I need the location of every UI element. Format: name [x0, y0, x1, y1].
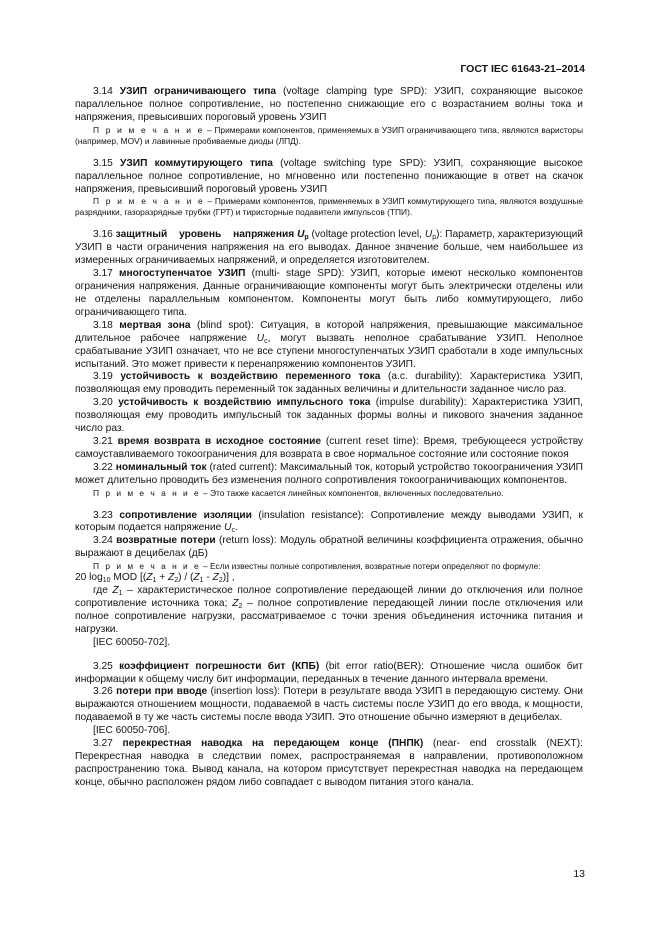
definition-text: Перекрестная наводка в следствии помех, распространяемая в направлении, противоположном распространению тока. Вывод канала, на котором присутствует перекрестная наводка на передающем конце, обычно расположен рядом либо совпадает с выводом питания этого канала.	[75, 750, 583, 788]
formula-symbol: Z	[193, 572, 200, 584]
note-3-24	[75, 561, 583, 572]
clause-number: 3.26	[93, 686, 113, 698]
definition-3-24	[75, 535, 583, 561]
english-term: (blind spot):	[190, 319, 261, 331]
clause-number: 3.24	[93, 535, 113, 547]
definition-3-17	[75, 268, 583, 320]
symbol-subscript: c	[264, 337, 268, 345]
term: устойчивость к воздействию переменного тока	[120, 371, 381, 383]
definition-3-27	[75, 738, 583, 790]
where-text: – полное сопротивление передающей линии после отключения или полное сопротивление нагрузки, рассматриваемое с точки зрения объединения источника питания и нагрузки.	[75, 598, 583, 635]
term: устойчивость к воздействию импульсного тока	[118, 397, 371, 409]
symbol: U	[224, 522, 232, 534]
reference-iec-60050-706: [IEC 60050-706].	[93, 725, 171, 737]
definition-text: Время, требующееся устройству самоуставливаемого токоограничения для возврата в свое нормальное состояние или состояние покоя	[75, 435, 583, 460]
clause-number: 3.22	[93, 461, 113, 473]
definition-text: Максимальный ток, который устройство токоограничения УЗИП может длительно проводить без изменения полного сопротивления токоограничивающих компонентов.	[75, 461, 583, 486]
clause-number: 3.18	[93, 319, 113, 331]
english-term: (rated current):	[206, 461, 280, 473]
term: потери при вводе	[116, 686, 208, 698]
english-term: (a.c. durability):	[380, 371, 470, 383]
clause-number: 3.19	[93, 371, 113, 383]
english-term: (bit error ratio(BER):	[319, 660, 431, 672]
definition-3-19	[75, 371, 583, 397]
definition-text: УЗИП, которые имеют несколько компонентов ограничения напряжения. Данные ограничивающие компоненты могут быть электрически отделены или не отделены параллельным компонентом. Компоненты могут быть либо коммутирующего, либо ограничивающего типа.	[75, 268, 583, 318]
term: номинальный ток	[115, 461, 207, 473]
formula-subscript: 2	[218, 577, 223, 585]
term: перекрестная наводка на передающем конце (ПНПК)	[122, 738, 424, 750]
definition-text: Сопротивление между выводами УЗИП, к которым подается напряжение	[75, 509, 583, 534]
formula-symbol: Z	[146, 572, 153, 584]
note-label: П р и м е ч а н и е	[93, 487, 201, 498]
definition-text: УЗИП, сохраняющие высокое параллельное полное сопротивление, но мгновенно или постепенно понижающие в ответ на скачок напряжения, превысивший пороговый уровень УЗИП	[75, 157, 583, 195]
english-term-end: ):	[436, 229, 446, 241]
note-label: П р и м е ч а н и е	[93, 124, 205, 135]
formula-part: MOD [(	[110, 572, 147, 584]
term: время возврата в исходное состояние	[117, 435, 322, 447]
definition-3-18	[75, 320, 583, 372]
formula-subscript: 1	[152, 577, 157, 585]
note-3-14	[75, 125, 583, 147]
formula-subscript: 1	[199, 577, 204, 585]
formula-subscript: 2	[238, 603, 243, 610]
formula-where-clause	[75, 585, 583, 637]
formula-symbol: Z	[112, 585, 119, 597]
page-number: 13	[573, 868, 585, 880]
definition-3-22	[75, 462, 583, 488]
formula-subscript: 1	[118, 590, 123, 598]
note-text: – Если известны полные сопротивления, возвратные потери определяют по формуле:	[200, 561, 541, 572]
standard-designation: ГОСТ IEC 61643-21–2014	[460, 63, 585, 75]
term: сопротивление изоляции	[119, 509, 252, 521]
clause-number: 3.17	[93, 268, 113, 280]
definition-text: УЗИП, сохраняющие высокое параллельное полное сопротивление, но постепенно снижающие его с возрастанием волны тока и напряжения, превысивших пороговый уровень УЗИП	[75, 86, 583, 123]
symbol-subscript: c	[231, 527, 235, 535]
where-text: где	[93, 585, 113, 597]
note-label: П р и м е ч а н и е	[93, 196, 205, 207]
note-3-15	[75, 196, 583, 218]
formula-part: 20 log	[75, 572, 103, 584]
clause-number: 3.25	[93, 660, 113, 672]
formula-part: )] ,	[222, 572, 235, 584]
formula-part: +	[156, 572, 168, 584]
term: УЗИП ограничивающего типа	[119, 86, 277, 97]
definition-text: Ситуация, в которой напряжения, превышающие максимальное длительное рабочее напряжение	[75, 319, 583, 344]
definition-3-15	[75, 158, 583, 197]
note-text: – Примерами компонентов, применяемых в УЗИП коммутирующего типа, являются воздушные разрядники, газоразрядные трубки (ГРТ) и тиристорные подавители импульсов (ТПИ).	[75, 196, 583, 218]
formula-subscript: 10	[102, 577, 111, 585]
term: защитный уровень напряжения	[115, 229, 295, 241]
english-term: (insertion loss):	[207, 686, 284, 698]
definition-text-cont: , могут вызвать неполное срабатывание УЗИП. Неполное срабатывание УЗИП означает, что не все ступени многоступенчатых УЗИП сработали в ходе импульсных испытаний. Это может привести к перенапряжению компонентов УЗИП.	[75, 332, 583, 370]
period: .	[234, 522, 238, 534]
definition-text: Параметр, характеризующий УЗИП в части ограничения напряжения на его выводах. Данное значение больше, чем наибольшее из измеренных ограничиваемых напряжений, и определяется изготовителем.	[75, 229, 583, 267]
term: многоступенчатое УЗИП	[118, 268, 246, 280]
definition-3-20	[75, 397, 583, 436]
definition-3-21	[75, 436, 583, 462]
symbol: U	[256, 332, 265, 344]
definition-3-14	[75, 86, 583, 125]
english-term: (current reset time):	[321, 435, 424, 447]
note-3-22	[75, 488, 583, 499]
definition-text: Модуль обратной величины коэффициента отражения, обычно выражают в децибелах (дБ)	[75, 535, 583, 560]
clause-number: 3.21	[93, 435, 113, 447]
formula-symbol: Z	[167, 572, 175, 584]
formula-part: ) / (	[178, 572, 194, 584]
definition-text: Характеристика УЗИП, позволяющая ему проводить переменный ток заданных величины и длительности заданное число раз.	[75, 371, 583, 396]
formula-symbol: Z	[232, 598, 239, 609]
term: коэффициент погрешности бит (КПБ)	[119, 660, 320, 672]
definition-3-25	[75, 661, 583, 687]
formula-subscript: 2	[174, 577, 179, 585]
symbol: U	[424, 229, 433, 241]
clause-number: 3.20	[93, 397, 113, 409]
term: УЗИП коммутирующего типа	[120, 157, 273, 169]
formula-symbol: Z	[212, 572, 219, 584]
english-term: (voltage switching type SPD):	[272, 157, 434, 169]
definition-text: Характеристика УЗИП, позволяющая ему проводить импульсный ток заданных формы волны и пикового значения заданное число раз.	[75, 397, 584, 435]
english-term: (insulation resistance):	[251, 509, 371, 521]
clause-number: 3.27	[93, 738, 113, 750]
document-body	[75, 86, 583, 790]
english-term: (voltage clamping type SPD):	[276, 86, 435, 97]
note-text: – Это также касается линейных компонентов, включенных последовательно.	[200, 487, 504, 498]
english-term: (return loss):	[215, 535, 280, 547]
english-term: (impulse durability):	[370, 397, 473, 409]
clause-number: 3.16	[93, 229, 113, 241]
symbol-subscript: p	[432, 234, 437, 242]
symbol: U	[297, 229, 305, 241]
symbol-subscript: p	[304, 234, 309, 242]
term: возвратные потери	[116, 535, 216, 547]
definition-text: Потери в результате ввода УЗИП в передающую систему. Они выражаются отношением мощности, подаваемой в часть системы после УЗИП до его ввода, к мощности, подаваемой в ту же часть системы после ввода УЗИП. Это отношение обычно измеряют в децибелах.	[75, 686, 583, 724]
clause-number: 3.14	[93, 86, 113, 97]
definition-text: Отношение числа ошибок бит информации к общему числу бит информации, переданных в течение данного интервала времени.	[75, 660, 583, 685]
return-loss-formula	[75, 572, 583, 585]
english-term: (voltage protection level,	[308, 229, 425, 241]
note-text: – Примерами компонентов, применяемых в УЗИП ограничивающего типа, являются варисторы (например, MOV) и лавинные пробиваемые диоды (ЛПД).	[75, 124, 583, 146]
clause-number: 3.15	[93, 157, 113, 169]
reference-iec-60050-702: [IEC 60050-702].	[93, 636, 171, 648]
where-text: – характеристическое полное сопротивление передающей линии до отключения или полное сопротивление источника тока;	[75, 585, 583, 609]
english-term: (multi- stage SPD):	[245, 268, 351, 280]
definition-3-23	[75, 510, 583, 536]
clause-number: 3.23	[93, 509, 113, 521]
formula-part: -	[203, 572, 213, 584]
definition-3-16	[75, 229, 583, 268]
english-term: (near- end crosstalk (NEXT):	[423, 738, 583, 750]
note-label: П р и м е ч а н и е	[93, 561, 201, 572]
definition-3-26	[75, 686, 583, 725]
term: мертвая зона	[119, 319, 191, 331]
